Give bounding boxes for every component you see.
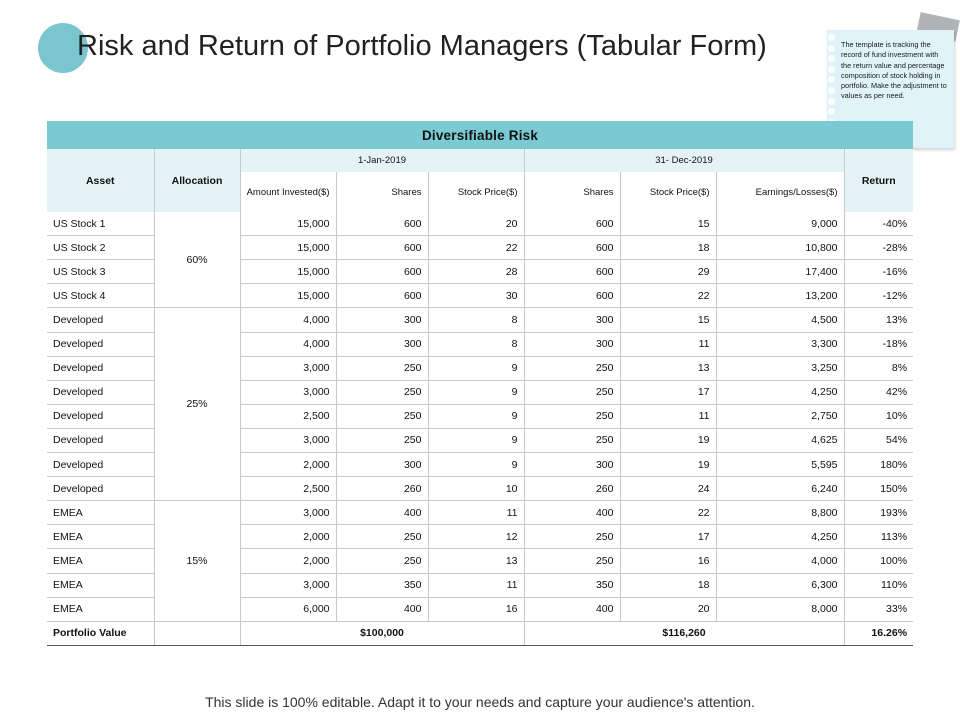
amount-cell: 6,000 (240, 597, 336, 621)
amount-cell: 2,000 (240, 525, 336, 549)
price2-cell: 15 (620, 212, 716, 236)
asset-cell: EMEA (47, 501, 154, 525)
price2-cell: 29 (620, 260, 716, 284)
amount-cell: 2,500 (240, 477, 336, 501)
price1-cell: 8 (428, 308, 524, 332)
shares1-cell: 600 (336, 212, 428, 236)
amount-cell: 15,000 (240, 212, 336, 236)
amount-cell: 3,000 (240, 501, 336, 525)
shares1-cell: 250 (336, 404, 428, 428)
price1-cell: 9 (428, 428, 524, 452)
price1-cell: 9 (428, 404, 524, 428)
shares2-cell: 250 (524, 404, 620, 428)
portfolio-table-wrapper (47, 121, 913, 646)
earnings-cell: 4,500 (716, 308, 844, 332)
amount-cell: 4,000 (240, 332, 336, 356)
asset-cell: Developed (47, 428, 154, 452)
return-cell: -28% (844, 236, 913, 260)
price1-cell: 8 (428, 332, 524, 356)
amount-cell: 2,500 (240, 404, 336, 428)
return-cell: 13% (844, 308, 913, 332)
shares2-cell: 250 (524, 356, 620, 380)
shares2-cell: 250 (524, 428, 620, 452)
earnings-cell: 3,250 (716, 356, 844, 380)
portfolio-value-return: 16.26% (844, 621, 913, 645)
price1-cell: 11 (428, 501, 524, 525)
price2-cell: 16 (620, 549, 716, 573)
table-row (47, 212, 913, 236)
return-cell: 110% (844, 573, 913, 597)
price2-cell: 18 (620, 573, 716, 597)
return-cell: 100% (844, 549, 913, 573)
price2-cell: 11 (620, 404, 716, 428)
return-cell: 180% (844, 453, 913, 477)
shares1-cell: 400 (336, 501, 428, 525)
price1-cell: 12 (428, 525, 524, 549)
shares2-cell: 300 (524, 308, 620, 332)
return-cell: 54% (844, 428, 913, 452)
earnings-cell: 2,750 (716, 404, 844, 428)
amount-cell: 2,000 (240, 453, 336, 477)
price1-cell: 9 (428, 380, 524, 404)
header-allocation: Allocation (154, 149, 240, 212)
earnings-cell: 4,000 (716, 549, 844, 573)
price2-cell: 13 (620, 356, 716, 380)
portfolio-value-initial: $100,000 (240, 621, 524, 645)
shares2-cell: 400 (524, 597, 620, 621)
price2-cell: 11 (620, 332, 716, 356)
shares1-cell: 250 (336, 428, 428, 452)
portfolio-value-row (47, 621, 913, 645)
price1-cell: 9 (428, 356, 524, 380)
shares1-cell: 300 (336, 453, 428, 477)
amount-cell: 2,000 (240, 549, 336, 573)
asset-cell: US Stock 1 (47, 212, 154, 236)
asset-cell: US Stock 4 (47, 284, 154, 308)
shares2-cell: 350 (524, 573, 620, 597)
shares2-cell: 250 (524, 380, 620, 404)
shares2-cell: 250 (524, 525, 620, 549)
price1-cell: 22 (428, 236, 524, 260)
earnings-cell: 13,200 (716, 284, 844, 308)
return-cell: -40% (844, 212, 913, 236)
price2-cell: 17 (620, 525, 716, 549)
earnings-cell: 4,250 (716, 525, 844, 549)
shares2-cell: 300 (524, 453, 620, 477)
allocation-cell: 15% (154, 501, 240, 621)
shares1-cell: 250 (336, 356, 428, 380)
shares1-cell: 600 (336, 236, 428, 260)
shares1-cell: 300 (336, 308, 428, 332)
asset-cell: Developed (47, 332, 154, 356)
shares2-cell: 600 (524, 284, 620, 308)
header-return: Return (861, 174, 896, 187)
asset-cell: US Stock 2 (47, 236, 154, 260)
amount-cell: 3,000 (240, 356, 336, 380)
asset-cell: Developed (47, 380, 154, 404)
earnings-cell: 9,000 (716, 212, 844, 236)
header-date-end: 31- Dec-2019 (524, 149, 844, 172)
return-cell: 150% (844, 477, 913, 501)
price1-cell: 28 (428, 260, 524, 284)
header-shares-start: Shares (336, 172, 428, 212)
price2-cell: 18 (620, 236, 716, 260)
price1-cell: 30 (428, 284, 524, 308)
asset-cell: Developed (47, 308, 154, 332)
shares2-cell: 300 (524, 332, 620, 356)
earnings-cell: 10,800 (716, 236, 844, 260)
shares1-cell: 600 (336, 284, 428, 308)
earnings-cell: 17,400 (716, 260, 844, 284)
page-title: Risk and Return of Portfolio Managers (Tabular Form) (77, 30, 767, 62)
portfolio-value-empty (154, 621, 240, 645)
portfolio-table (47, 121, 913, 646)
return-cell: 33% (844, 597, 913, 621)
header-asset: Asset (47, 149, 154, 212)
earnings-cell: 6,300 (716, 573, 844, 597)
shares2-cell: 600 (524, 212, 620, 236)
shares1-cell: 250 (336, 549, 428, 573)
amount-cell: 15,000 (240, 284, 336, 308)
shares1-cell: 260 (336, 477, 428, 501)
amount-cell: 3,000 (240, 573, 336, 597)
asset-cell: EMEA (47, 573, 154, 597)
return-cell: 113% (844, 525, 913, 549)
amount-cell: 4,000 (240, 308, 336, 332)
shares2-cell: 260 (524, 477, 620, 501)
price2-cell: 22 (620, 501, 716, 525)
return-cell: 42% (844, 380, 913, 404)
price2-cell: 19 (620, 453, 716, 477)
earnings-cell: 4,250 (716, 380, 844, 404)
price2-cell: 19 (620, 428, 716, 452)
price1-cell: 11 (428, 573, 524, 597)
asset-cell: Developed (47, 404, 154, 428)
portfolio-value-label: Portfolio Value (47, 621, 154, 645)
return-cell: 193% (844, 501, 913, 525)
allocation-cell: 25% (154, 308, 240, 501)
table-body (47, 212, 913, 645)
asset-cell: Developed (47, 477, 154, 501)
header-earnings-losses: Earnings/Losses($) (716, 172, 844, 212)
table-row (47, 501, 913, 525)
earnings-cell: 3,300 (716, 332, 844, 356)
asset-cell: Developed (47, 453, 154, 477)
amount-cell: 15,000 (240, 260, 336, 284)
amount-cell: 3,000 (240, 428, 336, 452)
header-date-start: 1-Jan-2019 (240, 149, 524, 172)
shares2-cell: 400 (524, 501, 620, 525)
earnings-cell: 5,595 (716, 453, 844, 477)
shares2-cell: 600 (524, 260, 620, 284)
earnings-cell: 6,240 (716, 477, 844, 501)
header-amount-invested: Amount Invested($) (240, 172, 336, 212)
shares1-cell: 600 (336, 260, 428, 284)
price1-cell: 20 (428, 212, 524, 236)
header-stock-price-end: Stock Price($) (620, 172, 716, 212)
header-shares-end: Shares (524, 172, 620, 212)
shares1-cell: 250 (336, 380, 428, 404)
header-stock-price-start: Stock Price($) (428, 172, 524, 212)
price2-cell: 20 (620, 597, 716, 621)
shares1-cell: 350 (336, 573, 428, 597)
earnings-cell: 4,625 (716, 428, 844, 452)
earnings-cell: 8,800 (716, 501, 844, 525)
shares2-cell: 600 (524, 236, 620, 260)
price2-cell: 22 (620, 284, 716, 308)
asset-cell: EMEA (47, 549, 154, 573)
sticky-note-text: The template is tracking the record of fund investment with the return value and percentage composition of stock holding in portfolio. Make the adjustment to values as per need. (841, 40, 947, 101)
shares2-cell: 250 (524, 549, 620, 573)
price1-cell: 9 (428, 453, 524, 477)
band-title: Diversifiable Risk (47, 121, 913, 149)
return-cell: 10% (844, 404, 913, 428)
portfolio-value-final: $116,260 (524, 621, 844, 645)
return-cell: -16% (844, 260, 913, 284)
asset-cell: US Stock 3 (47, 260, 154, 284)
price2-cell: 24 (620, 477, 716, 501)
return-cell: -18% (844, 332, 913, 356)
price1-cell: 10 (428, 477, 524, 501)
earnings-cell: 8,000 (716, 597, 844, 621)
shares1-cell: 400 (336, 597, 428, 621)
table-row (47, 308, 913, 332)
asset-cell: EMEA (47, 525, 154, 549)
price1-cell: 13 (428, 549, 524, 573)
price2-cell: 17 (620, 380, 716, 404)
return-cell: -12% (844, 284, 913, 308)
asset-cell: Developed (47, 356, 154, 380)
footer-note: This slide is 100% editable. Adapt it to your needs and capture your audience's attention. (205, 694, 755, 710)
price1-cell: 16 (428, 597, 524, 621)
price2-cell: 15 (620, 308, 716, 332)
return-cell: 8% (844, 356, 913, 380)
amount-cell: 3,000 (240, 380, 336, 404)
allocation-cell: 60% (154, 212, 240, 308)
shares1-cell: 250 (336, 525, 428, 549)
asset-cell: EMEA (47, 597, 154, 621)
amount-cell: 15,000 (240, 236, 336, 260)
shares1-cell: 300 (336, 332, 428, 356)
